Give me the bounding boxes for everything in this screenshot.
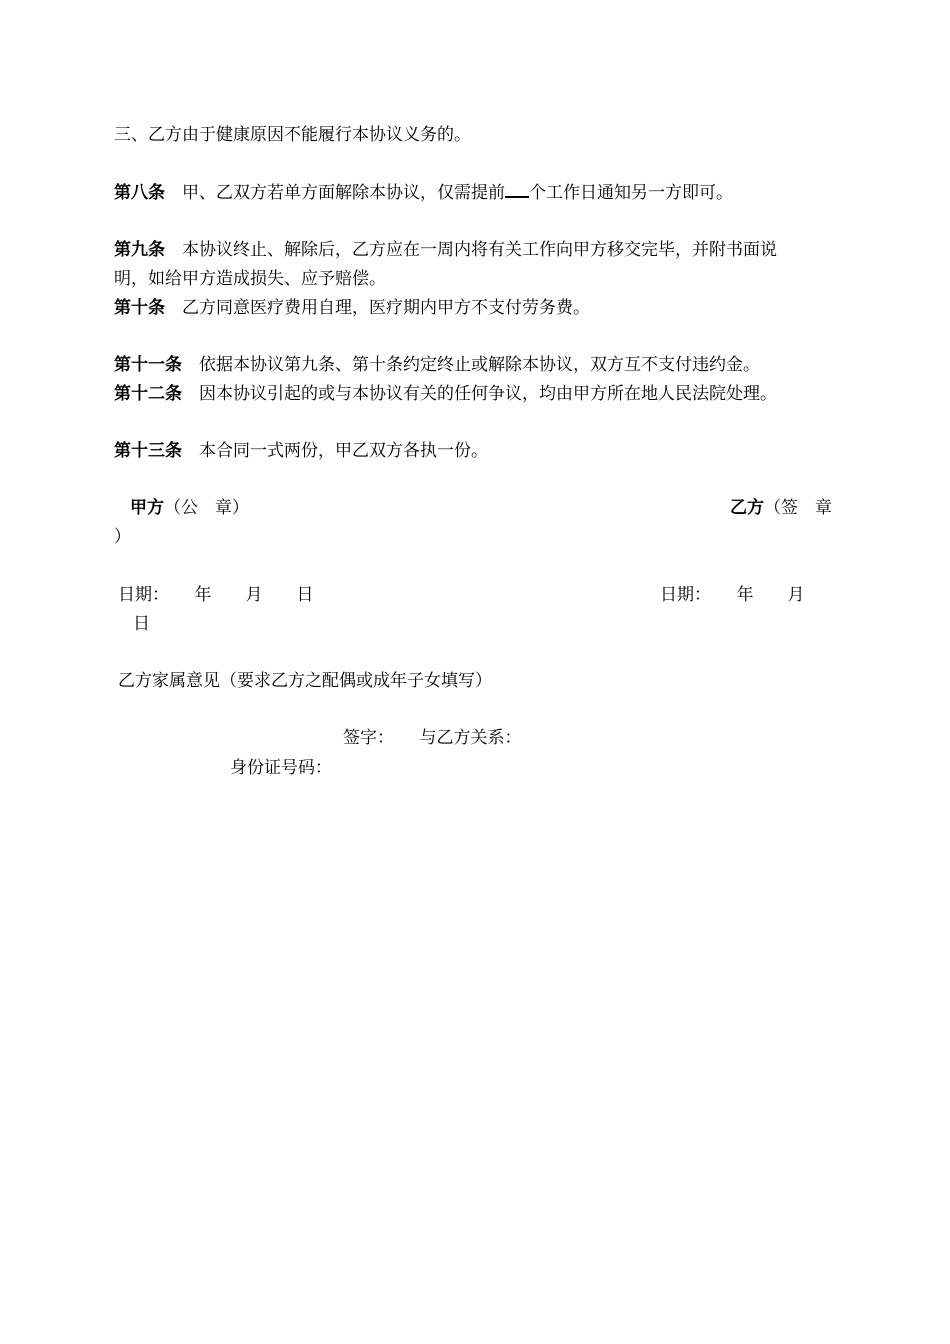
party-b-label: 乙方: [730, 498, 764, 518]
party-b-note-close: ）: [114, 527, 131, 547]
article-13: [114, 441, 488, 461]
article-10-heading: 第十条: [114, 298, 165, 318]
article-13-heading: 第十三条: [114, 441, 182, 461]
article-8-text: 甲、乙双方若单方面解除本协议，仅需提前: [182, 183, 505, 203]
date-a: 日期： 年 月 日: [118, 585, 314, 605]
article-12: [114, 384, 777, 404]
article-9-heading: 第九条: [114, 240, 165, 260]
article-12-heading: 第十二条: [114, 384, 182, 404]
date-b: 日期： 年 月: [660, 585, 805, 605]
article-11-heading: 第十一条: [114, 355, 182, 375]
family-sign-line: 签字： 与乙方关系：: [343, 728, 522, 748]
article-11-text: 依据本协议第九条、第十条约定终止或解除本协议，双方互不支付违约金。: [199, 355, 760, 375]
party-a-note: （公 章）: [164, 498, 249, 518]
family-opinion-title: 乙方家属意见（要求乙方之配偶或成年子女填写）: [118, 671, 492, 691]
article-13-text: 本合同一式两份，甲乙双方各执一份。: [199, 441, 488, 461]
article-12-text: 因本协议引起的或与本协议有关的任何争议，均由甲方所在地人民法院处理。: [199, 384, 777, 404]
party-a-signature: [130, 498, 249, 518]
article-8: [114, 182, 733, 203]
article-10: [114, 298, 590, 318]
article-11: [114, 355, 760, 375]
article-9: [114, 240, 777, 260]
family-id-line: 身份证号码：: [230, 758, 332, 778]
article-10-text: 乙方同意医疗费用自理，医疗期内甲方不支付劳务费。: [182, 298, 590, 318]
party-b-signature: [730, 498, 832, 518]
party-b-note: （签 章: [764, 498, 832, 518]
party-a-label: 甲方: [130, 498, 164, 518]
article-9-text: 本协议终止、解除后，乙方应在一周内将有关工作向甲方移交完毕，并附书面说: [182, 240, 777, 260]
blank-underline: [505, 182, 529, 198]
date-b-day: 日: [133, 614, 150, 634]
article-8-text-end: 个工作日通知另一方即可。: [529, 183, 733, 203]
clause-3-item: 三、乙方由于健康原因不能履行本协议义务的。: [114, 125, 471, 145]
article-8-heading: 第八条: [114, 183, 165, 203]
article-9-line2: 明，如给甲方造成损失、应予赔偿。: [114, 269, 386, 289]
